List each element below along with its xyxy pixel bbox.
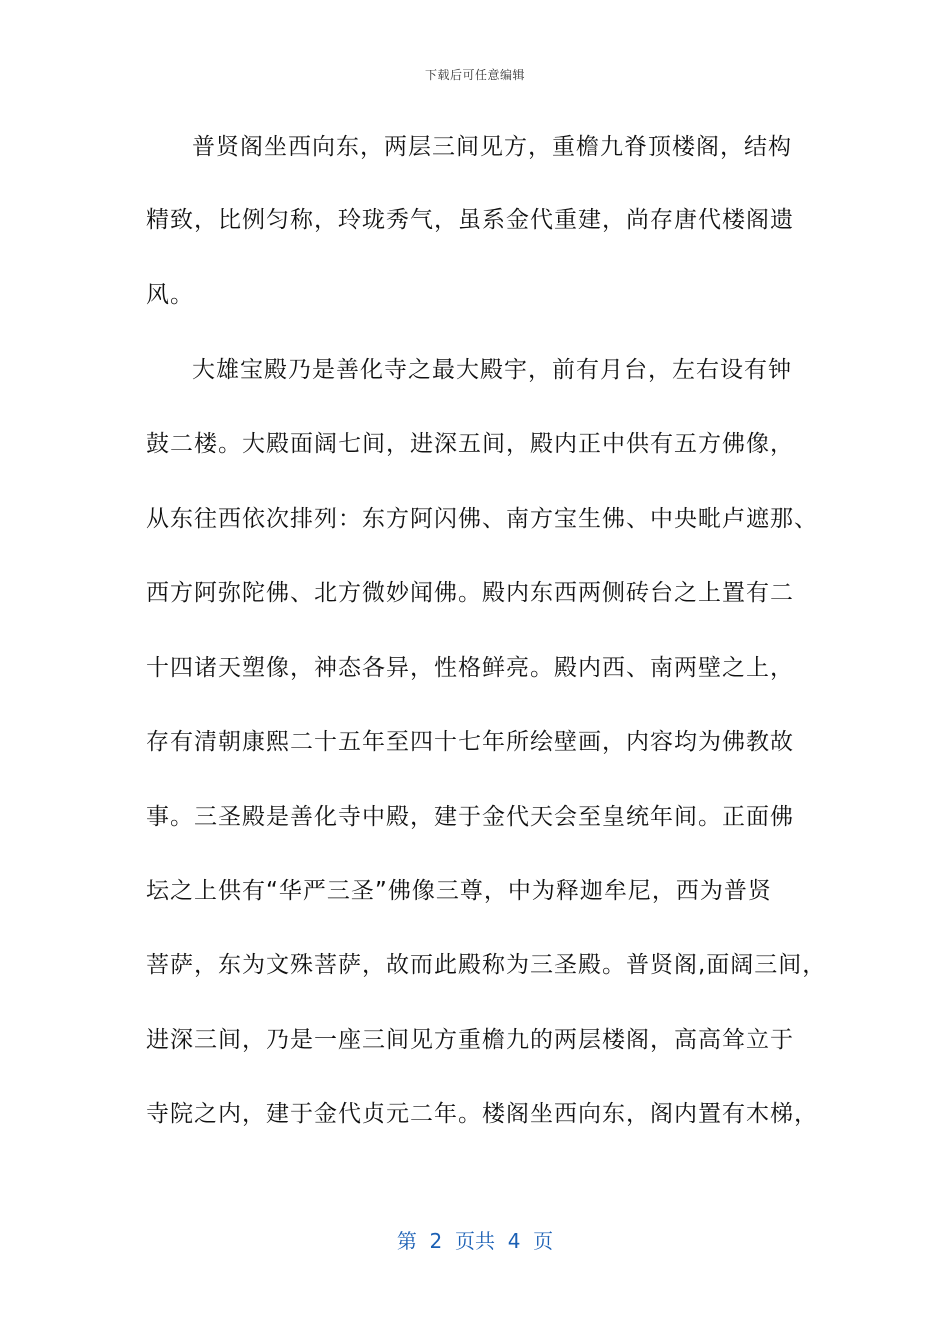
paragraph-2-line-5: 十四诸天塑像，神态各异，性格鲜亮。殿内西、南两壁之上， <box>146 655 794 681</box>
paragraph-2-line-11: 寺院之内，建于金代贞元二年。楼阁坐西向东，阁内置有木梯， <box>146 1101 818 1127</box>
paragraph-2-line-10: 进深三间，乃是一座三间见方重檐九的两层楼阁，高高耸立于 <box>146 1027 794 1053</box>
paragraph-2-line-3: 从东往西依次排列：东方阿闪佛、南方宝生佛、中央毗卢遮那、 <box>146 506 818 532</box>
paragraph-2-line-8: 坛之上供有“华严三圣”佛像三尊，中为释迦牟尼，西为普贤 <box>146 878 772 904</box>
paragraph-1-line-1: 普贤阁坐西向东，两层三间见方，重檐九脊顶楼阁，结构 <box>192 134 792 160</box>
paragraph-2-line-1: 大雄宝殿乃是善化寺之最大殿宇，前有月台，左右设有钟 <box>192 357 792 383</box>
paragraph-1-line-2: 精致，比例匀称，玲珑秀气，虽系金代重建，尚存唐代楼阁遗 <box>146 207 794 233</box>
paragraph-2-line-2: 鼓二楼。大殿面阔七间，进深五间，殿内正中供有五方佛像， <box>146 431 794 457</box>
paragraph-2-line-9: 菩萨，东为文殊菩萨，故而此殿称为三圣殿。普贤阁,面阔三间， <box>146 952 827 978</box>
paragraph-1-line-3: 风。 <box>146 282 194 308</box>
paragraph-2-line-7: 事。三圣殿是善化寺中殿，建于金代天会至皇统年间。正面佛 <box>146 804 794 830</box>
header-note: 下载后可任意编辑 <box>424 68 525 82</box>
page-number-footer: 第 2 页共 4 页 <box>396 1229 554 1253</box>
paragraph-2-line-6: 存有清朝康熙二十五年至四十七年所绘壁画，内容均为佛教故 <box>146 729 794 755</box>
paragraph-2-line-4: 西方阿弥陀佛、北方微妙闻佛。殿内东西两侧砖台之上置有二 <box>146 580 794 606</box>
